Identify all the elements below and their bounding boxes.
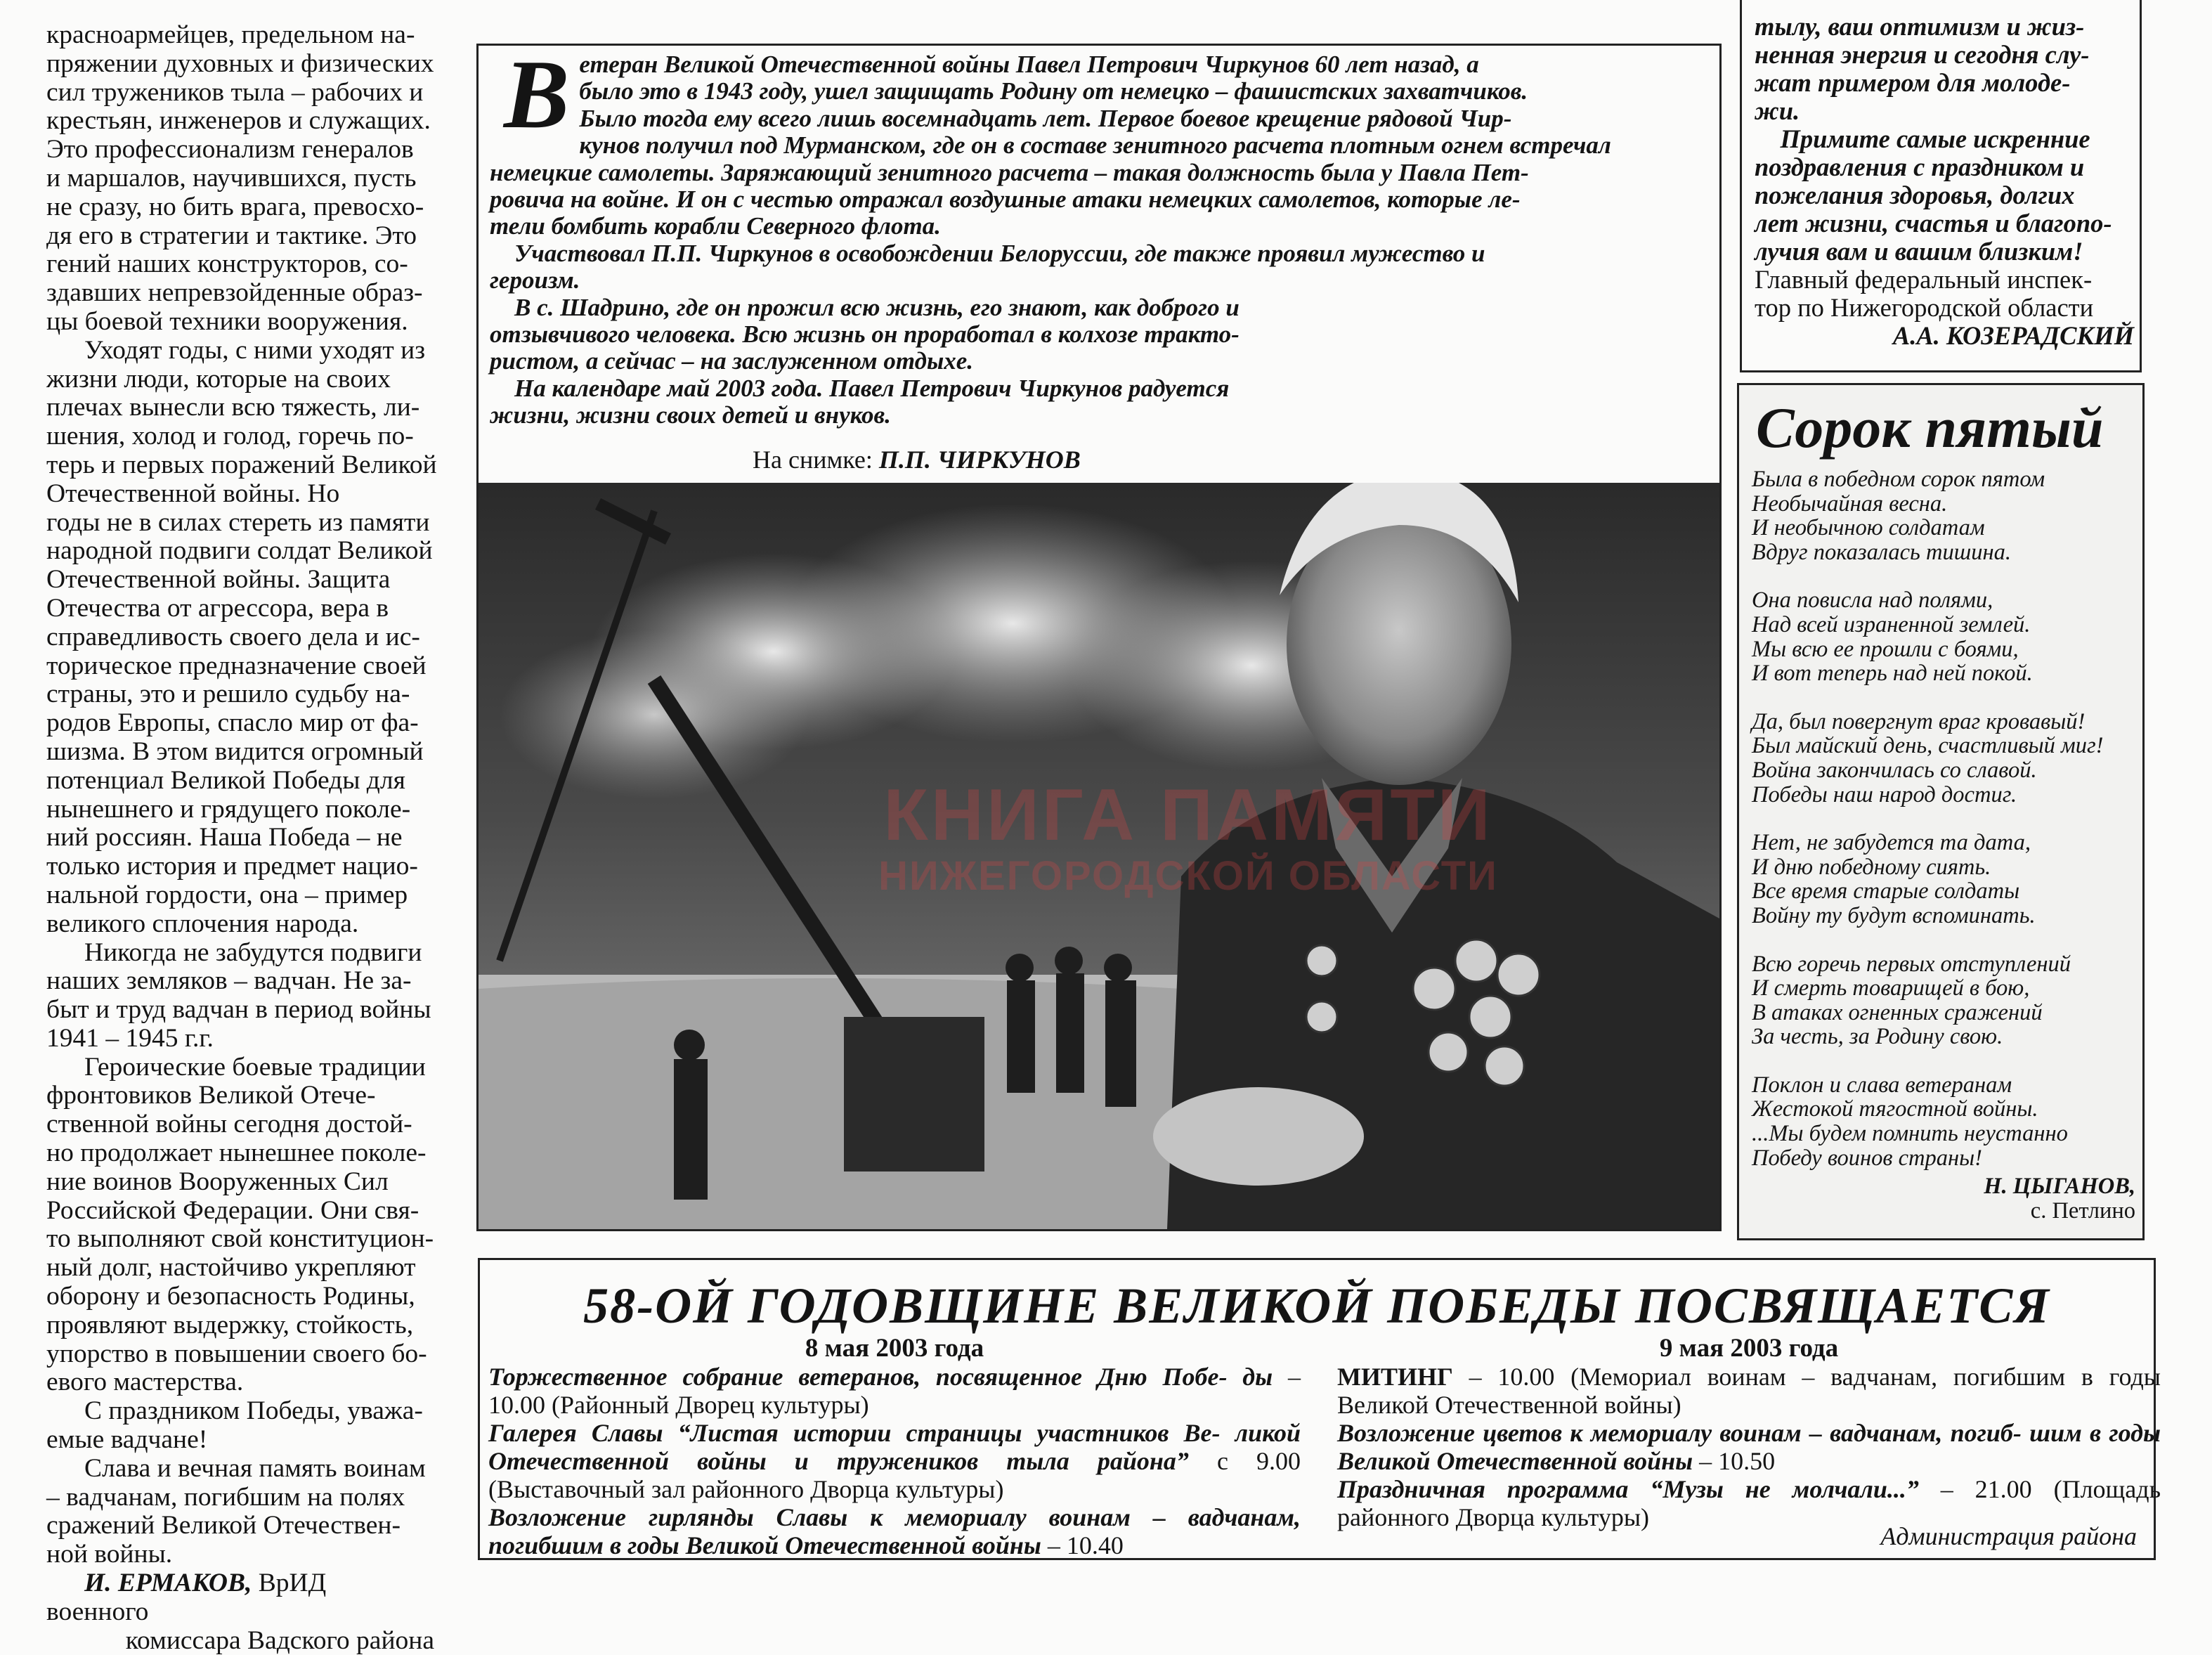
left-line: евого мастерства. — [46, 1368, 244, 1397]
poem-line: Была в победном сорок пятом — [1752, 467, 2045, 492]
left-line: Российской Федерации. Они свя- — [46, 1195, 419, 1225]
left-line: Слава и вечная память воинам — [84, 1453, 426, 1483]
events-signature: Администрация района — [1880, 1522, 2137, 1550]
event-details: – 10.00 (Районный Дворец культуры) — [488, 1363, 1301, 1419]
poem-line: Мы всю ее прошли с боями, — [1752, 636, 2019, 662]
event-item — [1337, 1363, 2161, 1419]
left-line: Отечественной войны. Но — [46, 479, 340, 508]
event-details: – 10.40 — [1041, 1531, 1124, 1559]
article-line: Было тогда ему всего лишь восемнадцать лет. Первое боевое крещение рядовой Чир- — [579, 104, 1512, 132]
poem-line: Был майский день, счастливый миг! — [1752, 733, 2104, 759]
event-item — [488, 1363, 1301, 1419]
left-line: но продолжает нынешнее поколе- — [46, 1138, 427, 1168]
poem-title: Сорок пятый — [1756, 396, 2104, 460]
greeting-line: жат примером для молоде- — [1755, 68, 2071, 97]
poem-line: И дню победному сиять. — [1752, 854, 1991, 880]
left-line: шения, холод и голод, горечь по- — [46, 422, 414, 451]
event-item — [1337, 1419, 2161, 1475]
poem-line: И вот теперь над ней покой. — [1752, 661, 2033, 687]
poem-line: За честь, за Родину свою. — [1752, 1024, 2003, 1050]
left-line: шизма. В этом видится огромный — [46, 736, 424, 766]
left-line: гений наших конструкторов, со- — [46, 249, 408, 279]
poem-line: Война закончилась со славой. — [1752, 757, 2037, 783]
left-para-2 — [46, 335, 437, 939]
greeting-line: поздравления с праздником и — [1755, 152, 2085, 181]
events-day-1-items — [488, 1363, 1301, 1559]
left-line: быт и труд вадчан в период войны — [46, 995, 431, 1025]
left-signature — [46, 1569, 434, 1627]
left-line: торическое предназначение своей — [46, 651, 427, 680]
article-line: героизм. — [490, 266, 580, 294]
greeting-sign-2: тор по Нижегородской области — [1755, 293, 2094, 322]
article-line: отзывчивого человека. Всю жизнь он проработал в колхозе тракто- — [490, 320, 1240, 349]
poem-text — [1752, 467, 2142, 1223]
left-line: цы боевой техники вооружения. — [46, 306, 408, 336]
left-line: нынешнего и грядущего поколе- — [46, 794, 411, 824]
event-item — [488, 1503, 1301, 1559]
left-line: оборону и безопасность Родины, — [46, 1282, 415, 1311]
photo-caption — [753, 445, 1081, 474]
left-line: великого сплочения народа. — [46, 909, 359, 938]
left-line: С праздником Победы, уважа- — [84, 1396, 423, 1426]
article-line: ровича на войне. И он с честью отражал воздушные атаки немецких самолетов, которые ле- — [490, 186, 1521, 214]
article-dropcap: В — [504, 40, 570, 149]
article-line: Участвовал П.П. Чиркунов в освобождении Белоруссии, где также проявил мужество и — [490, 239, 1485, 267]
left-line: только история и предмет нацио- — [46, 852, 418, 881]
article-lines — [490, 40, 1712, 429]
left-para-6 — [46, 1455, 434, 1569]
left-line: ний россиян. Наша Победа – не — [46, 823, 403, 852]
poem-line: Все время старые солдаты — [1752, 878, 2020, 904]
poem-stanza — [1752, 588, 2142, 685]
left-line: ный долг, настойчиво укрепляют — [46, 1253, 416, 1283]
poem-line: ...Мы будем помнить неустанно — [1752, 1121, 2068, 1147]
poem-box — [1737, 383, 2145, 1240]
left-line: ственной войны сегодня достой- — [46, 1110, 412, 1139]
events-box — [478, 1258, 2161, 1560]
article-line: ристом, а сейчас – на заслуженном отдыхе. — [490, 347, 974, 375]
left-line: – вадчанам, погибшим на полях — [46, 1482, 405, 1512]
poem-line: Войну ту будут вспоминать. — [1752, 902, 2036, 928]
left-line: крестьян, инженеров и служащих. — [46, 106, 431, 136]
left-line: фронтовиков Великой Отече- — [46, 1081, 376, 1110]
poem-line: Всю горечь первых отступлений — [1752, 951, 2071, 977]
left-para-4 — [46, 1053, 434, 1398]
left-line: Отечественной войны. Защита — [46, 565, 391, 595]
poem-stanza — [1752, 831, 2142, 928]
poem-stanza — [1752, 952, 2142, 1049]
left-line: и маршалов, научившихся, пусть — [46, 163, 417, 193]
article-line: жизни, жизни своих детей и внуков. — [490, 401, 891, 429]
poem-stanzas — [1752, 467, 2142, 1170]
greeting-line: Примите самые искренние — [1755, 124, 2090, 153]
greeting-line: лет жизни, счастья и благопо- — [1755, 209, 2112, 238]
event-details: – 21.00 (Площадь районного Дворца культуры) — [1337, 1475, 2161, 1531]
left-para-3 — [46, 939, 434, 1053]
poem-line: Нет, не забудется та дата, — [1752, 830, 2031, 856]
left-line: сражений Великой Отечествен- — [46, 1511, 401, 1540]
left-line: красноармейцев, предельном на- — [46, 20, 415, 49]
events-day-2 — [1337, 1335, 2161, 1531]
left-signature-role-1: ВрИД военного — [46, 1569, 327, 1626]
left-line: Отечества от агрессора, вера в — [46, 593, 389, 623]
event-details: – 10.50 — [1693, 1447, 1776, 1475]
watermark — [731, 774, 1645, 899]
left-line: пряжении духовных и физических — [46, 48, 434, 78]
poem-line: И необычною солдатам — [1752, 515, 1985, 541]
watermark-line-2: НИЖЕГОРОДСКОЙ ОБЛАСТИ — [878, 853, 1498, 899]
poem-line: Да, был повергнут враг кровавый! — [1752, 708, 2086, 734]
left-line: упорство в повышении своего бо- — [46, 1339, 427, 1368]
left-line: жизни люди, которые на своих — [46, 364, 391, 394]
poem-line: Поклон и слава ветеранам — [1752, 1072, 2012, 1098]
left-line: Уходят годы, с ними уходят из — [84, 335, 426, 365]
event-name: МИТИНГ — [1337, 1363, 1453, 1391]
poem-line: В атаках огненных сражений — [1752, 999, 2043, 1025]
events-day-1-date: 8 мая 2003 года — [805, 1334, 984, 1363]
photo-caption-prefix: На снимке: — [753, 446, 879, 474]
left-line: не сразу, но бить врага, превосхо- — [46, 192, 424, 221]
event-details: – 10.00 (Мемориал воинам – вадчанам, погибшим в годы Великой Отечественной войны) — [1337, 1363, 2161, 1419]
left-line: нальной гордости, она – пример — [46, 880, 408, 909]
poem-line: Победы наш народ достиг. — [1752, 781, 2017, 807]
greeting-line: жи. — [1755, 96, 1800, 125]
event-item — [488, 1419, 1301, 1503]
poem-line: Над всей израненной землей. — [1752, 611, 2031, 637]
watermark-line-1: КНИГА ПАМЯТИ — [883, 774, 1493, 856]
left-line: Никогда не забудутся подвиги — [84, 937, 422, 967]
event-name: Возложение цветов к мемориалу воинам – вадчанам, погиб- шим в годы Великой Отечественной войны — [1337, 1419, 2161, 1475]
article-line: В с. Шадрино, где он прожил всю жизнь, его знают, как доброго и — [490, 293, 1240, 321]
left-line: дя его в стратегии и тактике. Это — [46, 221, 417, 250]
greeting-line: лучия вам и вашим близким! — [1755, 237, 2083, 266]
event-name: Торжественное собрание ветеранов, посвященное Дню Побе- ды — [488, 1363, 1273, 1391]
poem-line: И смерть товарищей в бою, — [1752, 975, 2030, 1001]
left-line: Героические боевые традиции — [84, 1052, 426, 1082]
poem-author-place: с. Петлино — [2030, 1198, 2135, 1224]
event-name: Праздничная программа “Музы не молчали...” — [1337, 1475, 1919, 1503]
article-line: етеран Великой Отечественной войны Павел Петрович Чиркунов 60 лет назад, а — [579, 51, 1479, 78]
events-day-2-date: 9 мая 2003 года — [1659, 1334, 1839, 1363]
article-line: тели бомбить корабли Северного флота. — [490, 212, 941, 240]
left-line: терь и первых поражений Великой — [46, 450, 437, 479]
left-line: наших земляков – вадчан. Не за- — [46, 966, 412, 996]
poem-stanza — [1752, 710, 2142, 807]
event-name: Возложение гирлянды Славы к мемориалу воинам – вадчанам, погибшим в годы Великой Отечественной войны — [488, 1503, 1301, 1559]
veteran-article-box — [476, 40, 1722, 1231]
left-line: здавших непревзойденные образ- — [46, 278, 423, 308]
event-name: Галерея Славы “Листая истории страницы участников Ве- ликой Отечественной войны и тружеников тыла района” — [488, 1419, 1301, 1475]
left-column-article — [46, 20, 437, 1655]
left-signature-role-2: комиссара Вадского района — [125, 1625, 434, 1655]
poem-line: Жестокой тягостной войны. — [1752, 1096, 2038, 1122]
left-line: ние воинов Вооруженных Сил — [46, 1167, 389, 1196]
events-title: 58-ОЙ ГОДОВЩИНЕ ВЕЛИКОЙ ПОБЕДЫ ПОСВЯЩАЕТСЯ — [583, 1278, 2050, 1334]
left-line: родов Европы, спасло мир от фа- — [46, 708, 419, 738]
left-para-5 — [46, 1397, 434, 1455]
greeting-line: тылу, ваш оптимизм и жиз- — [1755, 12, 2085, 41]
greeting-lines — [1755, 13, 2134, 266]
left-line: народной подвиги солдат Великой — [46, 536, 433, 566]
left-line: то выполняют свой конституцион- — [46, 1224, 434, 1254]
left-line: потенциал Великой Победы для — [46, 765, 405, 795]
poem-stanza — [1752, 467, 2142, 564]
photo-caption-name: П.П. ЧИРКУНОВ — [878, 446, 1081, 474]
greeting-sign-1: Главный федеральный инспек- — [1755, 265, 2093, 294]
left-line: емые вадчане! — [46, 1425, 208, 1455]
article-line: На календаре май 2003 года. Павел Петрович Чиркунов радуется — [490, 374, 1230, 402]
article-line: немецкие самолеты. Заряжающий зенитного расчета – такая должность была у Павла Пет- — [490, 158, 1529, 186]
greeting-sign-name: А.А. КОЗЕРАДСКИЙ — [1892, 321, 2134, 350]
greeting-line: пожелания здоровья, долгих — [1755, 181, 2075, 209]
left-para-1 — [46, 21, 434, 337]
greeting-box — [1740, 0, 2142, 372]
poem-line: Вдруг показалась тишина. — [1752, 539, 2011, 565]
article-line: кунов получил под Мурманском, где он в составе зенитного расчета плотным огнем встречал — [579, 131, 1611, 160]
left-line: годы не в силах стереть из памяти — [46, 507, 430, 537]
left-line: ной войны. — [46, 1540, 173, 1569]
events-day-1 — [488, 1335, 1301, 1559]
veteran-article-text — [490, 40, 1712, 429]
left-line: плечах вынесли всю тяжесть, ли- — [46, 393, 420, 422]
left-line: страны, это и решило судьбу на- — [46, 680, 410, 709]
greeting-text — [1755, 13, 2134, 350]
left-line: Это профессионализм генералов — [46, 135, 414, 164]
events-day-2-items — [1337, 1363, 2161, 1531]
left-line: сил тружеников тыла – рабочих и — [46, 77, 424, 107]
poem-author: Н. ЦЫГАНОВ, — [1984, 1174, 2135, 1200]
event-details: с 9.00 (Выставочный зал районного Дворца культуры) — [488, 1447, 1301, 1503]
poem-line: Она повисла над полями, — [1752, 588, 1993, 614]
left-line: справедливость своего дела и ис- — [46, 622, 420, 651]
greeting-line: ненная энергия и сегодня слу- — [1755, 40, 2090, 69]
article-line: было это в 1943 году, ушел защищать Родину от немецко – фашистских захватчиков. — [579, 77, 1528, 105]
poem-line: Победу воинов страны! — [1752, 1145, 1982, 1171]
left-line: 1941 – 1945 г.г. — [46, 1023, 214, 1053]
poem-stanza — [1752, 1073, 2142, 1170]
poem-line: Необычайная весна. — [1752, 491, 1948, 517]
left-line: проявляют выдержку, стойкость, — [46, 1310, 414, 1339]
left-signature-name: И. ЕРМАКОВ, — [84, 1569, 252, 1598]
